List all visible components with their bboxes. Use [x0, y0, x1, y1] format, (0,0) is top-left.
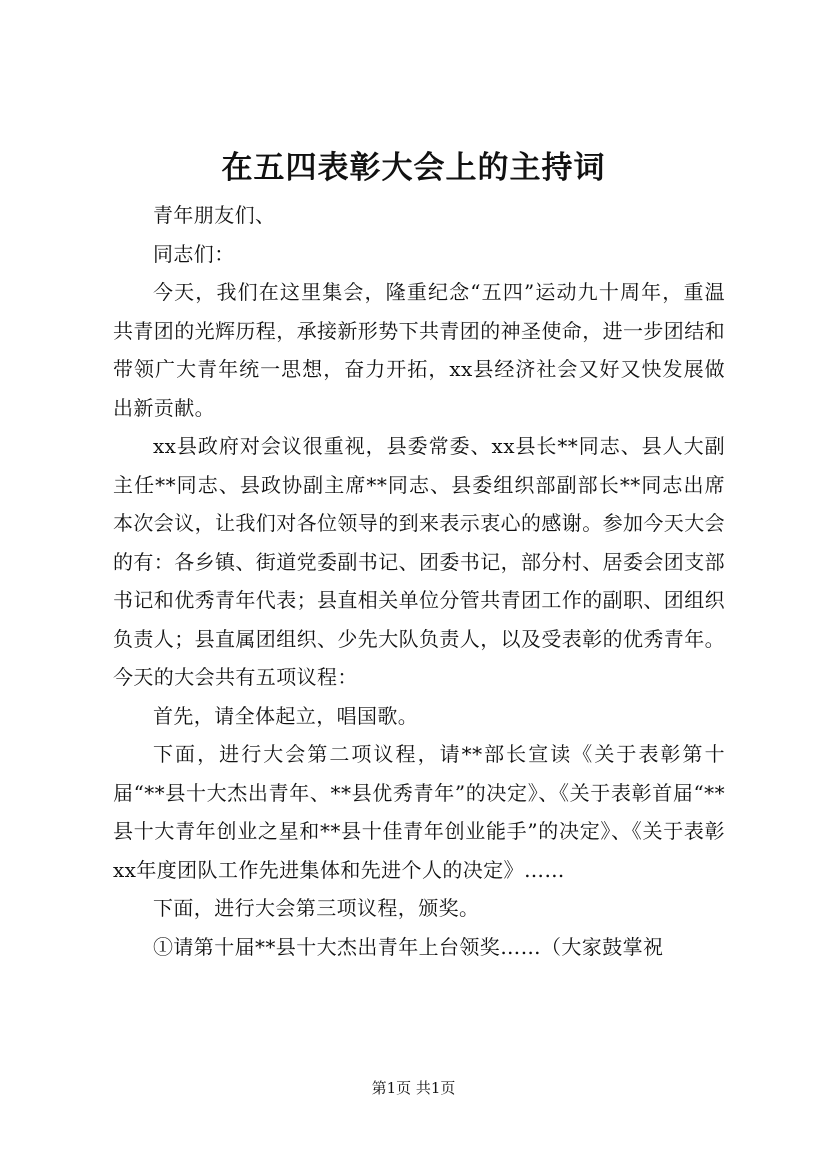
- paragraph: 首先，请全体起立，唱国歌。: [153, 703, 419, 728]
- document-body: [113, 196, 725, 966]
- paragraph: ①请第十届**县十大杰出青年上台领奖……（大家鼓掌祝: [153, 934, 664, 959]
- paragraph: 下面，进行大会第二项议程，请**部长宣读《关于表彰第十届“**县十大杰出青年、**县优秀青年”的决定》、《关于表彰首届“**县十大青年创业之星和**县十佳青年创业能手”的决定》、《关于表彰xx年度团队工作先进集体和先进个人的决定》……: [113, 742, 725, 882]
- paragraph: 下面，进行大会第三项议程，颁奖。: [153, 896, 480, 920]
- paragraph: xx县政府对会议很重视，县委常委、xx县长**同志、县人大副主任**同志、县政协副主席**同志、县委组织部副部长**同志出席本次会议，让我们对各位领导的到来表示衷心的感谢。参加今天大会的有：各乡镇、街道党委副书记、团委书记，部分村、居委会团支部书记和优秀青年代表；县直相关单位分管共青团工作的副职、团组织负责人；县直属团组织、少先大队负责人，以及受表彰的优秀青年。今天的大会共有五项议程：: [113, 434, 725, 689]
- page-number-footer: 第1页 共1页: [371, 1079, 456, 1097]
- salutation-line: 青年朋友们、: [153, 203, 276, 227]
- page-title: 在五四表彰大会上的主持词: [221, 150, 606, 186]
- salutation-line: 同志们：: [153, 241, 235, 266]
- paragraph: 今天，我们在这里集会，隆重纪念“五四”运动九十周年，重温共青团的光辉历程，承接新形势下共青团的神圣使命，进一步团结和带领广大青年统一思想，奋力开拓，xx县经济社会又好又快发展做出新贡献。: [113, 280, 725, 420]
